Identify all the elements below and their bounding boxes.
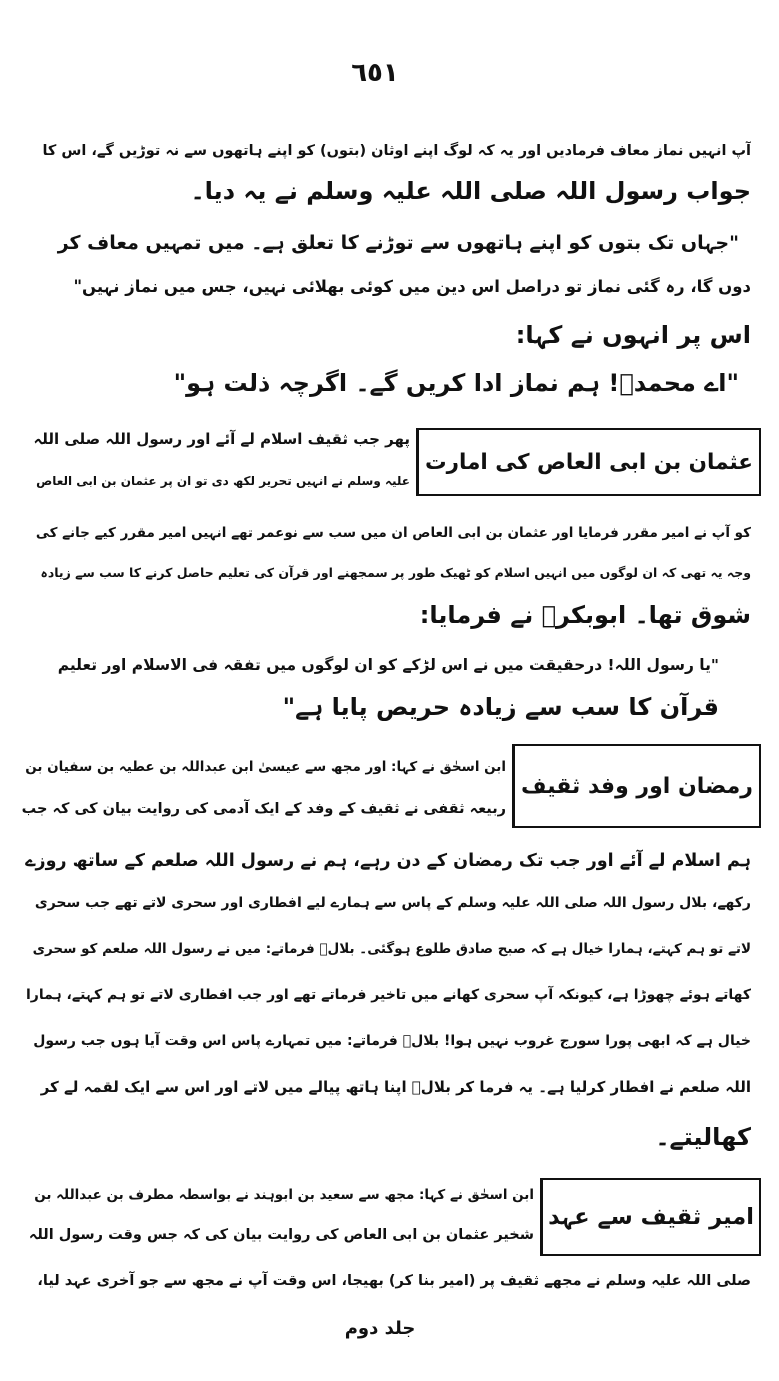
text-line: کو آپ نے امیر مقرر فرمایا اور عثمان بن ابی العاص ان میں سب سے نوعمر تھے انہیں امیر مقرر کیے جانے کی — [35, 525, 751, 541]
text-line: اس پر انہوں نے کہا: — [515, 321, 751, 349]
side-text-line: ابن اسحٰق نے کہا: اور مجھ سے عیسیٰ ابن عبداللہ بن عطیہ بن سفیان بن — [25, 759, 506, 775]
text-line: ہم اسلام لے آئے اور جب تک رمضان کے دن رہے، ہم نے رسول اللہ صلعم کے ساتھ روزے — [25, 851, 751, 871]
text-line: صلی اللہ علیہ وسلم نے مجھے ثقیف پر (امیر بنا کر) بھیجا، اس وقت آپ نے مجھ سے جو آخری عہد لیا، — [37, 1273, 751, 1289]
text-line: شوق تھا۔ ابوبکرؓ نے فرمایا: — [419, 601, 751, 629]
text-line: رکھے، بلال رسول اللہ صلی اللہ علیہ وسلم کے پاس سے ہمارے لیے افطاری اور سحری لاتے تھے جب سحری — [34, 895, 751, 911]
quote-line: "اے محمدؐ! ہم نماز ادا کریں گے۔ اگرچہ ذلت ہو" — [173, 369, 739, 397]
quote-line: "یا رسول اللہ! درحقیقت میں نے اس لڑکے کو ان لوگوں میں تفقہ فی الاسلام اور تعلیم — [57, 656, 719, 674]
section-heading: عثمان بن ابی العاص کی امارت — [425, 449, 753, 475]
quote-line: قرآن کا سب سے زیادہ حریص پایا ہے" — [282, 693, 719, 721]
section-heading-box — [512, 744, 761, 828]
side-text-line: شخیر عثمان بن ابی العاص کی روایت بیان کی کہ جس وقت رسول اللہ — [28, 1227, 534, 1243]
side-text-line: پھر جب ثقیف اسلام لے آئے اور رسول اللہ صلی اللہ — [33, 430, 410, 448]
text-line: خیال ہے کہ ابھی پورا سورج غروب نہیں ہوا! بلالؓ فرماتے: میں تمہارے پاس اس وقت آیا ہوں جب رسول — [33, 1033, 751, 1049]
text-line: وجہ یہ تھی کہ ان لوگوں میں انہیں اسلام کو ٹھیک طور پر سمجھنے اور قرآن کی تعلیم حاصل کرنے کا سب سے زیادہ — [40, 565, 751, 580]
page-number: ٦٥١ — [351, 58, 399, 88]
text-line: اللہ صلعم نے افطار کرلیا ہے۔ یہ فرما کر بلالؓ اپنا ہاتھ پیالے میں لاتے اور اس سے ایک لقمہ لے کر — [40, 1078, 751, 1096]
side-text-line: ربیعہ ثقفی نے ثقیف کے وفد کے ایک آدمی کی روایت بیان کی کہ جب — [22, 801, 506, 817]
section-heading: امیر ثقیف سے عہد — [548, 1204, 754, 1230]
text-line: کھالیتے۔ — [655, 1123, 751, 1151]
side-text-line: ابن اسحٰق نے کہا: مجھ سے سعید بن ابوہند نے بواسطہ مطرف بن عبداللہ بن — [34, 1187, 534, 1203]
section-heading-box — [416, 428, 761, 496]
quote-line: "جہاں تک بتوں کو اپنے ہاتھوں سے توڑنے کا تعلق ہے۔ میں تمہیں معاف کر — [57, 232, 739, 254]
side-text-line: علیہ وسلم نے انہیں تحریر لکھ دی تو ان پر عثمان بن ابی العاص — [36, 474, 410, 488]
quote-line: دوں گا، رہ گئی نماز تو دراصل اس دین میں کوئی بھلائی نہیں، جس میں نماز نہیں" — [73, 277, 751, 296]
text-line: آپ انہیں نماز معاف فرمادیں اور یہ کہ لوگ اپنے اوثان (بتوں) کو اپنے ہاتھوں سے نہ توڑیں گے، اس کا — [42, 143, 751, 159]
section-heading-box — [540, 1178, 761, 1256]
text-line: جواب رسول اللہ صلی اللہ علیہ وسلم نے یہ دیا۔ — [190, 177, 751, 205]
section-heading: رمضان اور وفد ثقیف — [521, 773, 753, 799]
text-line: کھاتے ہوئے چھوڑا ہے، کیونکہ آپ سحری کھانے میں تاخیر فرماتے تھے اور جب افطاری لاتے تو ہم کہتے، ہمارا — [25, 987, 751, 1003]
volume-footer: جلد دوم — [344, 1318, 416, 1339]
text-line: لاتے تو ہم کہتے، ہمارا خیال ہے کہ صبح صادق طلوع ہوگئی۔ بلالؓ فرماتے: میں نے رسول اللہ صلعم کو سحری — [32, 941, 751, 957]
